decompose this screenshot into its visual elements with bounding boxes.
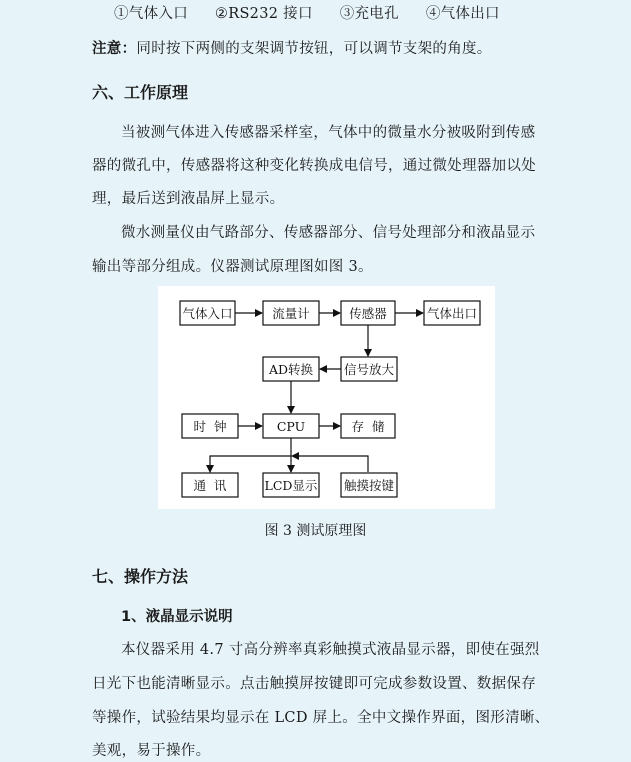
- section7-para-line3: 等操作，试验结果均显示在 LCD 屏上。全中文操作界面，图形清晰、: [92, 710, 550, 726]
- principle-diagram: [158, 286, 495, 509]
- label-amp: 信号放大: [343, 362, 395, 377]
- port-item-rs232: ②RS232 接口: [214, 6, 313, 22]
- label-sensor: 传感器: [349, 306, 387, 321]
- label-gas-outlet: 气体出口: [426, 306, 478, 321]
- label-storage: 存 储: [351, 419, 385, 434]
- section6-para2-line2: 输出等部分组成。仪器测试原理图如图 3。: [92, 259, 373, 275]
- note-line: [92, 37, 492, 58]
- section7-para-line4: 美观，易于操作。: [92, 743, 211, 759]
- note-text: 同时按下两侧的支架调节按钮，可以调节支架的角度。: [136, 41, 492, 57]
- section7-heading: 七、操作方法: [92, 567, 189, 586]
- label-clock: 时 钟: [193, 419, 227, 434]
- label-comm: 通 讯: [193, 478, 227, 493]
- section7-para-line2: 日光下也能清晰显示。点击触摸屏按键即可完成参数设置、数据保存: [92, 676, 536, 692]
- section6-heading: 六、工作原理: [92, 83, 189, 102]
- label-keys: 触摸按键: [343, 478, 395, 493]
- port-item-charging: ③充电孔: [339, 6, 399, 22]
- label-cpu: CPU: [276, 419, 306, 434]
- label-lcd: LCD显示: [264, 478, 318, 493]
- port-item-gas-inlet: ①气体入口: [114, 6, 188, 22]
- port-item-gas-outlet: ④气体出口: [425, 6, 500, 22]
- note-label: 注意：: [92, 40, 137, 57]
- figure-caption: 图 3 测试原理图: [264, 523, 367, 539]
- section7-para-line1: 本仪器采用 4.7 寸高分辨率真彩触摸式液晶显示器，即使在强烈: [121, 642, 540, 658]
- arrow-cpu-comm: [210, 456, 291, 472]
- arrow-keys-cpu: [292, 456, 368, 472]
- label-ad: AD转换: [268, 362, 314, 377]
- section6-para1-line1: 当被测气体进入传感器采样室，气体中的微量水分被吸附到传感: [121, 125, 536, 141]
- label-flowmeter: 流量计: [272, 306, 310, 321]
- port-list: [114, 2, 522, 23]
- label-gas-inlet: 气体入口: [182, 306, 233, 321]
- section6-para1-line2: 器的微孔中，传感器将这种变化转换成电信号，通过微处理器加以处: [92, 158, 536, 174]
- principle-diagram-svg: [158, 286, 495, 509]
- section7-subheading: 1、液晶显示说明: [121, 609, 233, 625]
- section6-para2-line1: 微水测量仪由气路部分、传感器部分、信号处理部分和液晶显示: [121, 225, 536, 241]
- section6-para1-line3: 理，最后送到液晶屏上显示。: [92, 191, 285, 207]
